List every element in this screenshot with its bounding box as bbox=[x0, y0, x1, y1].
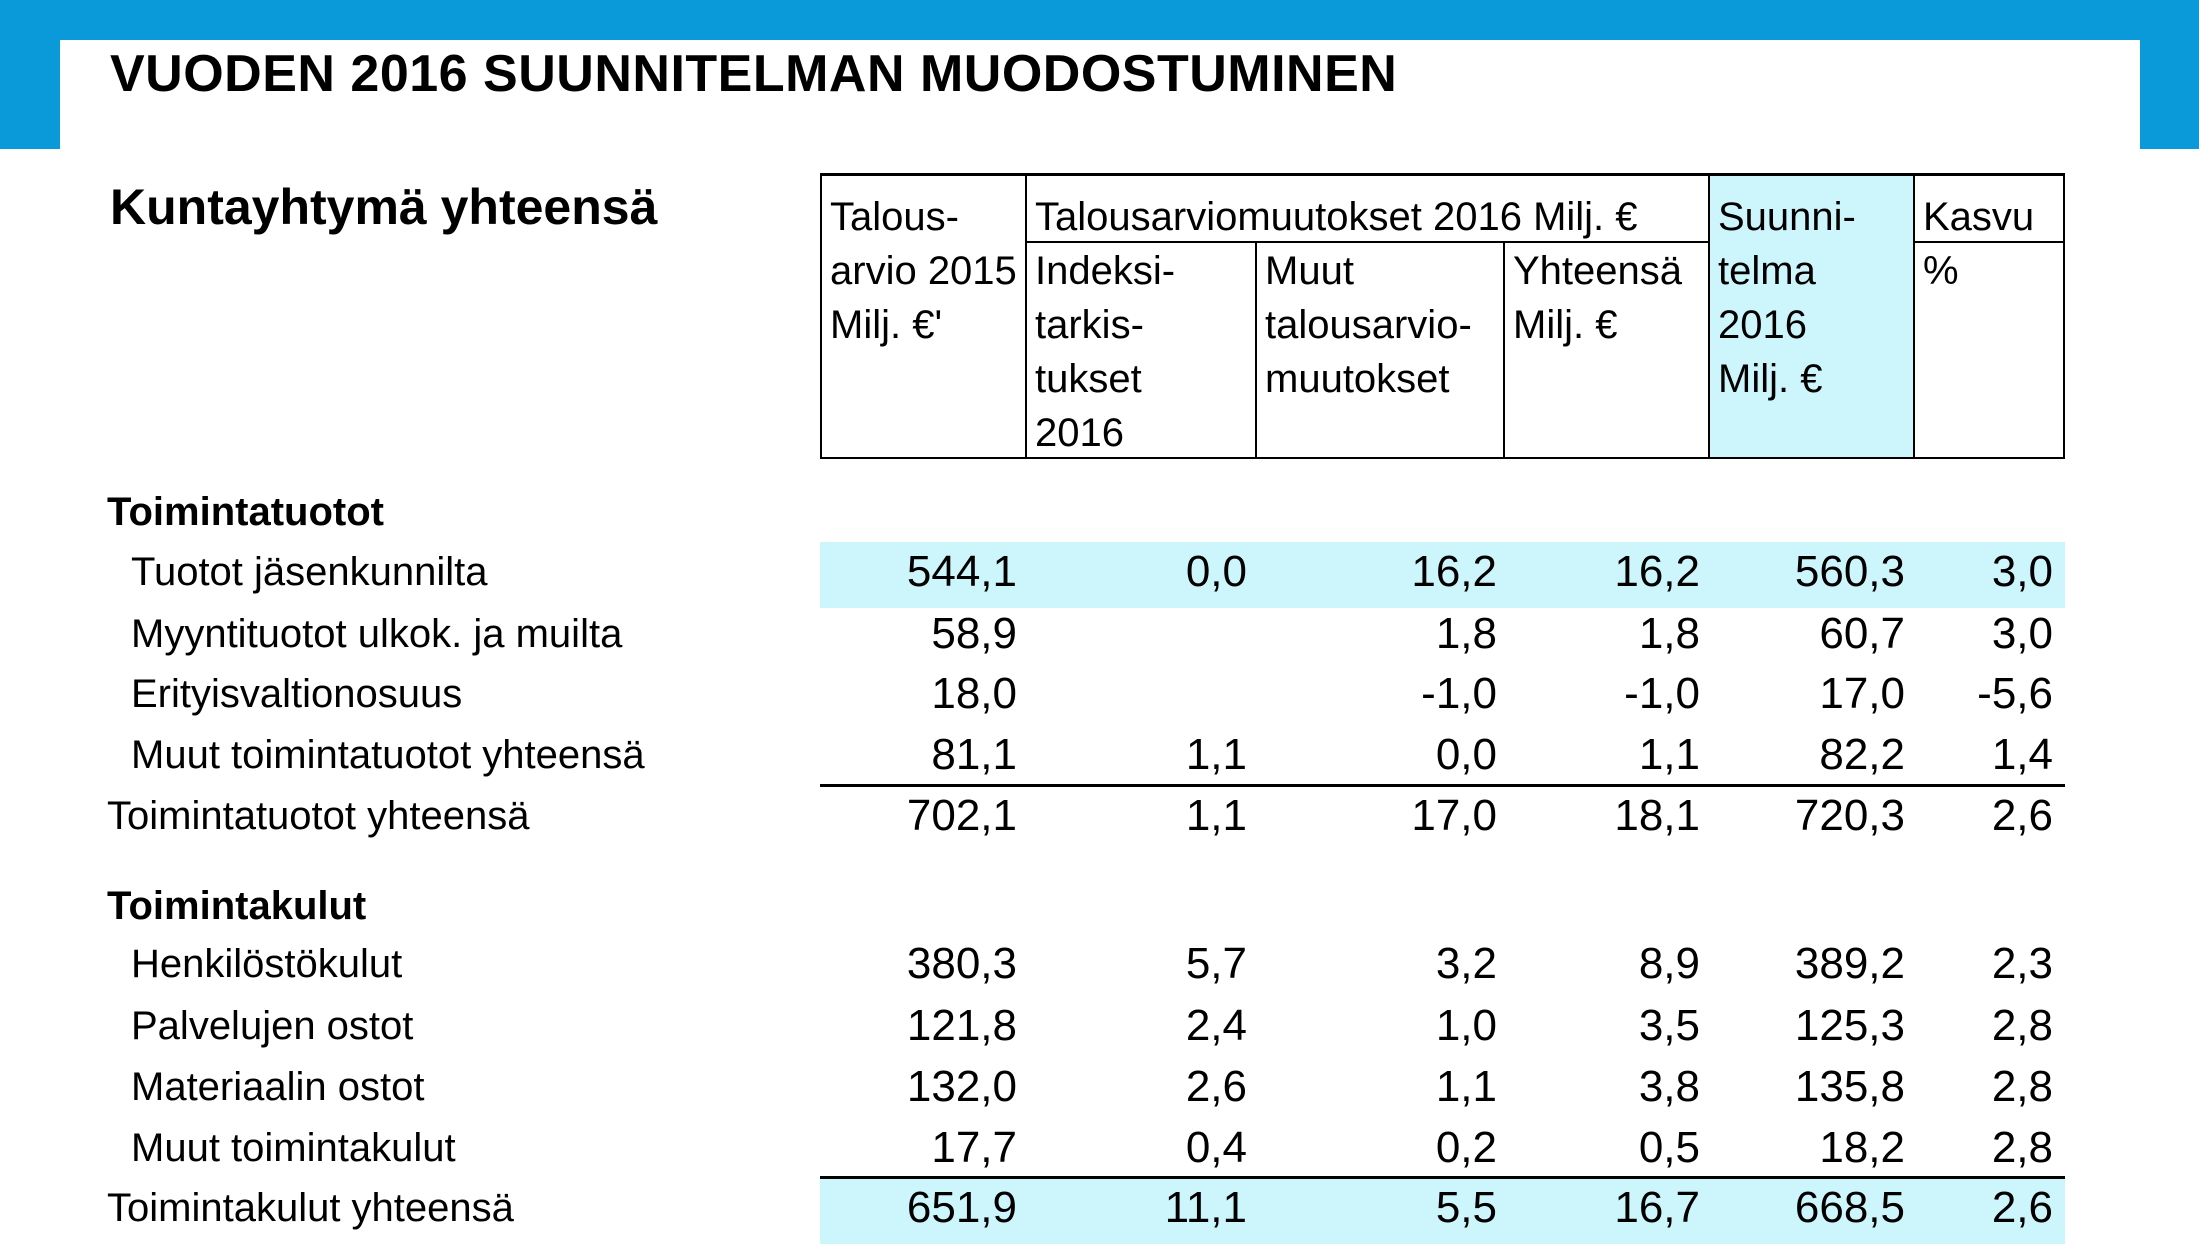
table-cell: 17,0 bbox=[1819, 669, 1905, 718]
row-label: Henkilöstökulut bbox=[131, 942, 403, 986]
header-top-rule bbox=[820, 173, 2065, 176]
table-cell: 58,9 bbox=[931, 609, 1017, 658]
header-plan-2016: 2016 bbox=[1718, 303, 1807, 347]
table-cell: 380,3 bbox=[906, 939, 1017, 988]
table-cell: 11,1 bbox=[1164, 1183, 1247, 1232]
table-cell: 81,1 bbox=[931, 730, 1017, 779]
table-cell: 1,4 bbox=[1991, 730, 2053, 779]
table-cell: 560,3 bbox=[1794, 547, 1905, 596]
table-cell: 2,6 bbox=[1185, 1062, 1247, 1111]
header-column-rule bbox=[1913, 173, 1915, 457]
header-index-revisions: tukset bbox=[1035, 357, 1142, 401]
table-cell: 2,8 bbox=[1991, 1062, 2053, 1111]
header-column-rule bbox=[1255, 241, 1257, 457]
header-changes-total: Milj. € bbox=[1513, 303, 1618, 347]
table-cell: 3,0 bbox=[1991, 547, 2053, 596]
table-cell: 1,1 bbox=[1638, 730, 1700, 779]
table-cell: 1,8 bbox=[1638, 609, 1700, 658]
total-top-rule bbox=[820, 1176, 2065, 1179]
table-cell: 1,0 bbox=[1435, 1001, 1497, 1050]
table-cell: 17,7 bbox=[931, 1123, 1017, 1172]
total-row-label: Toimintatuotot yhteensä bbox=[107, 794, 530, 838]
table-cell: 8,9 bbox=[1638, 939, 1700, 988]
table-cell: 18,0 bbox=[931, 669, 1017, 718]
table-cell: 17,0 bbox=[1411, 791, 1497, 840]
header-index-revisions: tarkis- bbox=[1035, 303, 1144, 347]
slide-title: VUODEN 2016 SUUNNITELMAN MUODOSTUMINEN bbox=[110, 45, 1398, 103]
header-changes-total: Yhteensä bbox=[1513, 249, 1683, 293]
table-cell: 668,5 bbox=[1794, 1183, 1905, 1232]
table-cell: 3,5 bbox=[1638, 1001, 1700, 1050]
header-other-changes: muutokset bbox=[1265, 357, 1450, 401]
table-cell: 3,2 bbox=[1435, 939, 1497, 988]
table-cell: -5,6 bbox=[1977, 669, 2053, 718]
table-cell: 16,2 bbox=[1614, 547, 1700, 596]
row-label: Materiaalin ostot bbox=[131, 1065, 425, 1109]
header-index-revisions: Indeksi- bbox=[1035, 249, 1176, 293]
header-plan-2016: Suunni- bbox=[1718, 195, 1856, 239]
header-growth-percent: Kasvu bbox=[1923, 195, 2035, 239]
table-cell: 135,8 bbox=[1794, 1062, 1905, 1111]
table-cell: 0,0 bbox=[1435, 730, 1497, 779]
table-cell: 720,3 bbox=[1794, 791, 1905, 840]
table-cell: 1,1 bbox=[1185, 730, 1247, 779]
table-cell: 16,7 bbox=[1614, 1183, 1700, 1232]
table-cell: 60,7 bbox=[1819, 609, 1905, 658]
table-cell: 2,8 bbox=[1991, 1123, 2053, 1172]
header-group-changes: Talousarviomuutokset 2016 Milj. € bbox=[1035, 195, 1638, 239]
row-label: Erityisvaltionosuus bbox=[131, 672, 463, 716]
table-cell: 82,2 bbox=[1819, 730, 1905, 779]
header-other-changes: talousarvio- bbox=[1265, 303, 1472, 347]
header-column-rule bbox=[1503, 241, 1505, 457]
header-plan-2016: telma bbox=[1718, 249, 1816, 293]
total-top-rule bbox=[820, 784, 2065, 787]
table-cell: 702,1 bbox=[906, 791, 1017, 840]
table-cell: -1,0 bbox=[1421, 669, 1497, 718]
header-budget-2015: Milj. €' bbox=[830, 303, 943, 347]
table-cell: 18,2 bbox=[1819, 1123, 1905, 1172]
table-cell: 0,0 bbox=[1185, 547, 1247, 596]
header-budget-2015: Talous- bbox=[830, 195, 959, 239]
section-heading: Toimintatuotot bbox=[107, 490, 384, 534]
table-cell: 5,7 bbox=[1185, 939, 1247, 988]
row-label: Palvelujen ostot bbox=[131, 1004, 414, 1048]
table-cell: 132,0 bbox=[906, 1062, 1017, 1111]
header-index-revisions: 2016 bbox=[1035, 411, 1124, 455]
row-label: Muut toimintakulut bbox=[131, 1126, 456, 1170]
table-cell: 389,2 bbox=[1794, 939, 1905, 988]
table-cell: 2,4 bbox=[1185, 1001, 1247, 1050]
table-cell: 2,3 bbox=[1991, 939, 2053, 988]
header-bottom-rule bbox=[820, 457, 2065, 459]
table-cell: 1,1 bbox=[1185, 791, 1247, 840]
table-cell: 3,0 bbox=[1991, 609, 2053, 658]
table-cell: 0,5 bbox=[1638, 1123, 1700, 1172]
table-cell: 125,3 bbox=[1794, 1001, 1905, 1050]
table-cell: 1,1 bbox=[1435, 1062, 1497, 1111]
table-cell: 16,2 bbox=[1411, 547, 1497, 596]
table-subtitle: Kuntayhtymä yhteensä bbox=[110, 179, 658, 235]
header-column-rule bbox=[1025, 173, 1027, 457]
header-growth-percent: % bbox=[1923, 249, 1959, 293]
header-budget-2015: arvio 2015 bbox=[830, 249, 1017, 293]
header-column-rule bbox=[2063, 173, 2065, 457]
table-cell: 2,6 bbox=[1991, 1183, 2053, 1232]
table-cell: 18,1 bbox=[1614, 791, 1700, 840]
row-label: Myyntituotot ulkok. ja muilta bbox=[131, 612, 623, 656]
table-cell: 0,4 bbox=[1185, 1123, 1247, 1172]
table-cell: 3,8 bbox=[1638, 1062, 1700, 1111]
row-label: Muut toimintatuotot yhteensä bbox=[131, 733, 645, 777]
table-cell: -1,0 bbox=[1624, 669, 1700, 718]
section-heading: Toimintakulut bbox=[107, 884, 367, 928]
header-column-rule bbox=[820, 173, 822, 457]
table-cell: 651,9 bbox=[906, 1183, 1017, 1232]
header-plan-2016: Milj. € bbox=[1718, 357, 1823, 401]
header-column-rule bbox=[1708, 173, 1710, 457]
row-label: Tuotot jäsenkunnilta bbox=[131, 550, 488, 594]
table-cell: 544,1 bbox=[906, 547, 1017, 596]
table-cell: 2,6 bbox=[1991, 791, 2053, 840]
table-cell: 121,8 bbox=[906, 1001, 1017, 1050]
total-row-label: Toimintakulut yhteensä bbox=[107, 1186, 514, 1230]
table-cell: 5,5 bbox=[1435, 1183, 1497, 1232]
table-cell: 0,2 bbox=[1435, 1123, 1497, 1172]
table-cell: 1,8 bbox=[1435, 609, 1497, 658]
table-cell: 2,8 bbox=[1991, 1001, 2053, 1050]
header-other-changes: Muut bbox=[1265, 249, 1354, 293]
